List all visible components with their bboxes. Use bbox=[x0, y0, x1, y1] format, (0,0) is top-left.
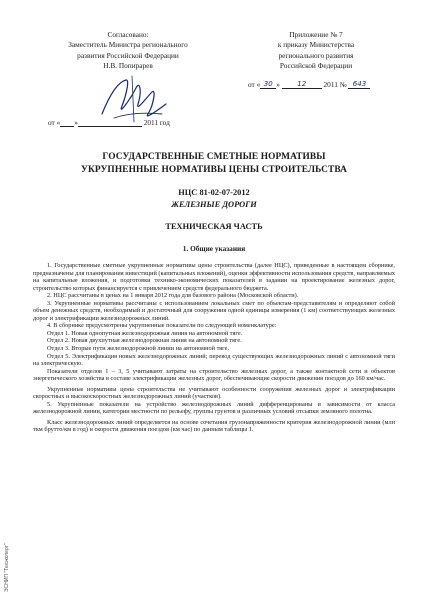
paragraph: 1. Государственные сметные укрупненные нормативы цены строительства (далее НЦС), приведенные в настоящем сборнике, предназначены для планирования инвестиций (капитальных вложений), оценки эффективности использования средств, направляемых на капитальные вложения, и подготовки технико-экономических показателей в задании на проектирование железных дорог, строительство которых финансируется с привлечением средств федерального бюджета. bbox=[33, 262, 396, 292]
annex-date-line bbox=[248, 80, 370, 89]
annex-order: к приказу Министерства bbox=[277, 40, 355, 50]
document-code: НЦС 81-02-07-2012 bbox=[178, 188, 250, 197]
approval-date-year: 2011 год bbox=[143, 118, 170, 127]
part-heading: ТЕХНИЧЕСКАЯ ЧАСТЬ bbox=[165, 222, 263, 231]
document-subject: ЖЕЛЕЗНЫЕ ДОРОГИ bbox=[171, 200, 257, 209]
approval-date-line bbox=[48, 118, 170, 127]
approval-name: Н.В. Попирарев bbox=[103, 61, 153, 71]
paragraph: 4. В сборнике предусмотрены укрупненные показатели по следующей номенклатуре: bbox=[47, 322, 277, 330]
list-item: Отдел 2. Новая двухпутная железнодорожная линия на автономной тяге. bbox=[47, 337, 242, 345]
approval-position: Заместитель Министра регионального bbox=[68, 40, 188, 50]
section-heading: 1. Общие указания bbox=[182, 244, 246, 253]
paragraph: 3. Укрупненные нормативы рассчитаны с использованием локальных смет по объектам-представителям и определяют собой объем денежных средств, необходимый и достаточный для сооружения одной единицы измерения (1 км) соответствующих железных дорог и электрификации железнодорожных линий. bbox=[33, 299, 395, 322]
approval-date-mid: » bbox=[74, 118, 78, 127]
list-item: Отдел 1. Новая однопутная железнодорожная линия на автономной тяге. bbox=[47, 329, 243, 337]
annex-date-day: 30 bbox=[260, 80, 276, 89]
annex-date-month: 12 bbox=[282, 80, 322, 89]
annex-date-mid: » bbox=[276, 80, 280, 89]
document-title-line-1: ГОСУДАРСТВЕННЫЕ СМЕТНЫЕ НОРМАТИВЫ bbox=[102, 152, 326, 162]
approval-date-prefix: от « bbox=[48, 118, 61, 127]
document-title-line-2: УКРУПНЕННЫЕ НОРМАТИВЫ ЦЕНЫ СТРОИТЕЛЬСТВА bbox=[80, 165, 347, 175]
annex-order-number: 643 bbox=[348, 80, 370, 89]
paragraph: 2. НЦС рассчитаны в ценах на 1 января 2012 года для базового района (Московской области). bbox=[47, 292, 299, 300]
paragraph: Укрупненные нормативы цены строительства не учитывают особенности сооружения железных дорог и электрификации скоростных и высокоскоростных железнодорожных линий (участков). bbox=[33, 385, 395, 401]
annex-country: Российской Федерации bbox=[279, 61, 353, 71]
approval-block bbox=[44, 30, 212, 72]
margin-watermark: ЭСНИП "Техэксперт" bbox=[4, 543, 10, 592]
paragraph: Показатели отделов 1 – 3, 5 учитывают затраты на строительство железных дорог, а также контактной сети и объектов энергетического хозяйства в составе электрификации железных дорог, обеспечивающие скорости движения поездов до 160 км/час. bbox=[33, 367, 395, 383]
annex-block bbox=[246, 30, 386, 72]
approval-position-2: развития Российской Федерации bbox=[77, 50, 179, 60]
annex-date-year: 2011 № bbox=[323, 80, 347, 89]
list-item: Отдел 5. Электрификация новых железнодорожных линий; перевод существующих железнодорожных линий с автономной тяги на электрическую. bbox=[33, 352, 395, 368]
paragraph: 5. Укрупненные показатели на устройство железнодорожных линий дифференцированы в зависимости от класса железнодорожной линии, категории местности по рельефу, группы грунтов и различных условий отсыпки земляного полотна. bbox=[33, 400, 395, 416]
paragraph: Класс железнодорожных линий определяется на основе сочетания грузонапряженности критерия железнодорожной линии (млн ткм брутто/км в год) и скорости движения поездов (км час) по данным таблицы 1. bbox=[33, 418, 395, 434]
body-text bbox=[33, 262, 395, 434]
annex-date-prefix: от « bbox=[248, 80, 261, 89]
annex-number: Приложение № 7 bbox=[289, 30, 343, 39]
list-item: Отдел 3. Вторые пути железнодорожной линии на автономной тяге. bbox=[47, 345, 230, 353]
annex-ministry: регионального развития bbox=[278, 50, 354, 60]
approval-label: Согласовано: bbox=[107, 30, 149, 39]
